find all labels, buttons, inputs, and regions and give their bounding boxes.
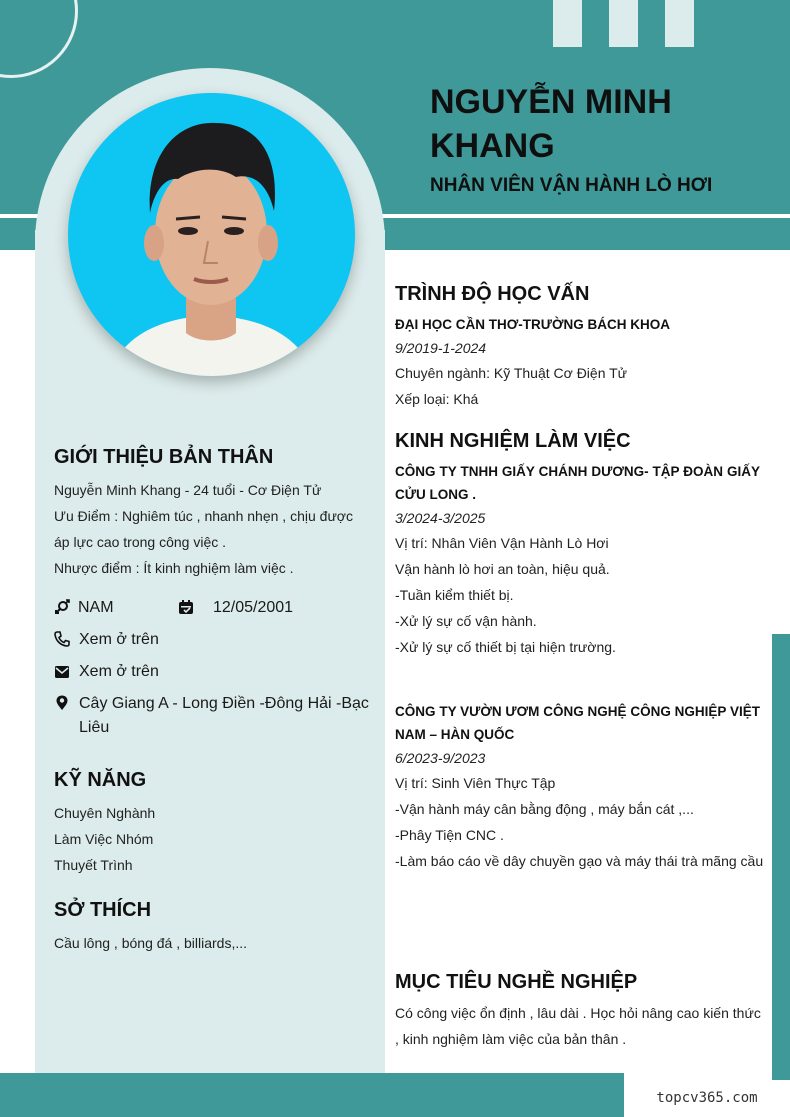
gender-value: NAM xyxy=(78,599,114,616)
objective-heading: MỤC TIÊU NGHỀ NGHIỆP xyxy=(395,971,638,993)
school-name: ĐẠI HỌC CẦN THƠ-TRƯỜNG BÁCH KHOA xyxy=(395,317,670,332)
company-name: CÔNG TY VƯỜN ƯƠM CÔNG NGHỆ CÔNG NGHIỆP VIỆT NAM – HÀN QUỐC xyxy=(395,704,760,742)
email-value: Xem ở trên xyxy=(79,663,159,680)
job-title: NHÂN VIÊN VẬN HÀNH LÒ HƠI xyxy=(430,175,713,196)
email-icon xyxy=(54,664,70,680)
education-major: Chuyên ngành: Kỹ Thuật Cơ Điện Tử xyxy=(395,365,628,381)
skill-item: Thuyết Trình xyxy=(54,857,133,873)
job-line: -Xử lý sự cố thiết bị tại hiện trường. xyxy=(395,639,616,655)
job-line: -Xử lý sự cố vận hành. xyxy=(395,613,537,629)
deco-bar xyxy=(553,0,582,47)
job-line: -Vận hành máy cân bằng động , máy bắn cát ,... xyxy=(395,801,694,817)
intro-weaknesses: Nhược điểm : Ít kinh nghiệm làm việc . xyxy=(54,560,294,576)
footer-bar xyxy=(0,1073,624,1117)
company-name: CÔNG TY TNHH GIẤY CHÁNH DƯƠNG- TẬP ĐOÀN GIẤY CỬU LONG . xyxy=(395,464,760,502)
education-heading: TRÌNH ĐỘ HỌC VẤN xyxy=(395,283,590,305)
calendar-icon xyxy=(178,599,194,615)
job-line: -Phây Tiện CNC . xyxy=(395,827,504,843)
education-grade: Xếp loại: Khá xyxy=(395,391,479,407)
location-icon xyxy=(54,695,70,711)
right-stripe xyxy=(772,634,790,1117)
address-value: Cây Giang A - Long Điền -Đông Hải -Bạc Liêu xyxy=(79,695,369,736)
phone-value: Xem ở trên xyxy=(79,631,159,648)
watermark: topcv365.com xyxy=(624,1080,790,1117)
objective-text: Có công việc ổn định , lâu dài . Học hỏi nâng cao kiến thức , kinh nghiệm làm việc của bản thân . xyxy=(395,1005,761,1047)
birth-date: 12/05/2001 xyxy=(213,599,294,616)
job-line: -Tuần kiểm thiết bị. xyxy=(395,587,514,603)
deco-bar xyxy=(609,0,638,47)
phone-icon xyxy=(54,631,70,647)
intro-heading: GIỚI THIỆU BẢN THÂN xyxy=(54,446,274,468)
hobbies-text: Cầu lông , bóng đá , billiards,... xyxy=(54,935,248,951)
skill-item: Làm Việc Nhóm xyxy=(54,831,154,847)
job-line: Vận hành lò hơi an toàn, hiệu quả. xyxy=(395,561,610,577)
job-line: -Làm báo cáo về dây chuyền gạo và máy thái trà mãng cầu xyxy=(395,853,764,869)
intro-strengths: Ưu Điểm : Nghiêm túc , nhanh nhẹn , chịu được áp lực cao trong công việc . xyxy=(54,508,353,550)
full-name: NGUYỄN MINH KHANG xyxy=(430,83,672,165)
experience-heading: KINH NGHIỆM LÀM VIỆC xyxy=(395,430,631,452)
hobbies-heading: SỞ THÍCH xyxy=(54,899,152,921)
education-period: 9/2019-1-2024 xyxy=(395,340,487,356)
intro-line: Nguyễn Minh Khang - 24 tuổi - Cơ Điện Tử xyxy=(54,482,322,498)
job-line: Vị trí: Sinh Viên Thực Tập xyxy=(395,775,556,791)
skill-item: Chuyên Nghành xyxy=(54,805,156,821)
job-line: Vị trí: Nhân Viên Vận Hành Lò Hơi xyxy=(395,535,609,551)
gender-icon xyxy=(54,599,70,615)
job-period: 6/2023-9/2023 xyxy=(395,750,486,766)
deco-bar xyxy=(665,0,694,47)
skills-heading: KỸ NĂNG xyxy=(54,769,147,791)
portrait-illustration xyxy=(68,93,355,376)
job-period: 3/2024-3/2025 xyxy=(395,510,486,526)
profile-photo xyxy=(68,93,355,376)
